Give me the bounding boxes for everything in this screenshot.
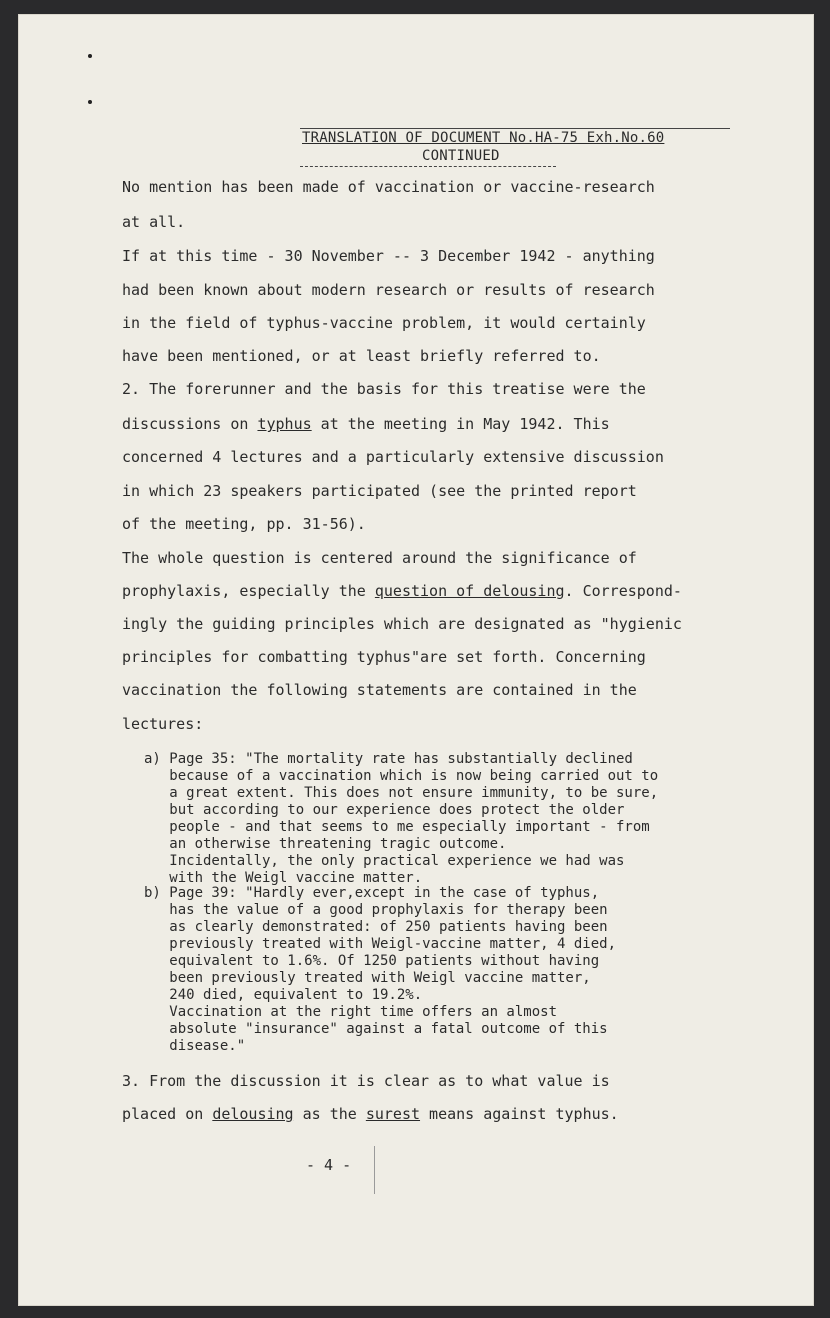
- text-line: 3. From the discussion it is clear as to what value is: [122, 1072, 610, 1090]
- text-segment: as the: [293, 1105, 366, 1123]
- text-segment: at the meeting in May 1942. This: [311, 415, 610, 433]
- text-line: of the meeting, pp. 31-56).: [122, 515, 366, 533]
- punch-hole-mark: [88, 100, 92, 104]
- text-line: [122, 1105, 619, 1123]
- text-line: [122, 415, 610, 433]
- heading-underline: [300, 166, 556, 167]
- document-page: [18, 14, 814, 1306]
- text-segment: prophylaxis, especially the: [122, 582, 375, 600]
- heading-continued: CONTINUED: [422, 148, 500, 164]
- text-segment: discussions on: [122, 415, 258, 433]
- text-line: lectures:: [122, 715, 204, 733]
- pencil-mark: [374, 1146, 375, 1194]
- text-segment: placed on: [122, 1105, 213, 1123]
- text-line: If at this time - 30 November -- 3 December 1942 - anything: [122, 247, 655, 265]
- text-line: at all.: [122, 213, 186, 231]
- underlined-term: typhus: [257, 415, 312, 433]
- text-segment: . Correspond-: [564, 582, 682, 600]
- quote-page-35: a) Page 35: "The mortality rate has substantially declined because of a vaccination which is now being carried out to a great extent. This does not ensure immunity, to be sure, but according to our experience does protect the older people - and that seems to me especially important - from an otherwise threatening tragic outcome. Incidentally, the only practical experience we had was with the Weigl vaccine matter.: [144, 751, 659, 886]
- quote-page-39: b) Page 39: "Hardly ever,except in the case of typhus, has the value of a good prophylaxis for therapy been as clearly demonstrated: of 250 patients having been previously treated with Weigl-vaccine matter, 4 died, equivalent to 1.6%. Of 1250 patients without having been previously treated with Weigl vaccine matter, 240 died, equivalent to 19.2%. Vaccination at the right time offers an almost absolute "insurance" against a fatal outcome of this disease.": [144, 885, 617, 1054]
- text-line: had been known about modern research or results of research: [122, 281, 655, 299]
- text-line: 2. The forerunner and the basis for this treatise were the: [122, 380, 646, 398]
- text-line: concerned 4 lectures and a particularly extensive discussion: [122, 448, 664, 466]
- text-segment: means against typhus.: [420, 1105, 619, 1123]
- text-line: in the field of typhus-vaccine problem, it would certainly: [122, 314, 646, 332]
- punch-hole-mark: [88, 54, 92, 58]
- text-line: have been mentioned, or at least briefly referred to.: [122, 347, 601, 365]
- underlined-term: surest: [365, 1105, 421, 1123]
- page-number: - 4 -: [306, 1156, 352, 1174]
- heading-title: TRANSLATION OF DOCUMENT No.HA-75 Exh.No.60: [302, 130, 665, 146]
- text-line: in which 23 speakers participated (see the printed report: [122, 482, 637, 500]
- underlined-term: question of delousing: [374, 582, 565, 600]
- text-line: [122, 582, 682, 600]
- underlined-term: delousing: [212, 1105, 294, 1123]
- text-line: No mention has been made of vaccination or vaccine-research: [122, 178, 655, 196]
- text-line: vaccination the following statements are contained in the: [122, 681, 637, 699]
- text-line: The whole question is centered around the significance of: [122, 549, 637, 567]
- text-line: ingly the guiding principles which are designated as "hygienic: [122, 615, 682, 633]
- text-line: principles for combatting typhus"are set forth. Concerning: [122, 648, 646, 666]
- heading-rule: [300, 128, 730, 129]
